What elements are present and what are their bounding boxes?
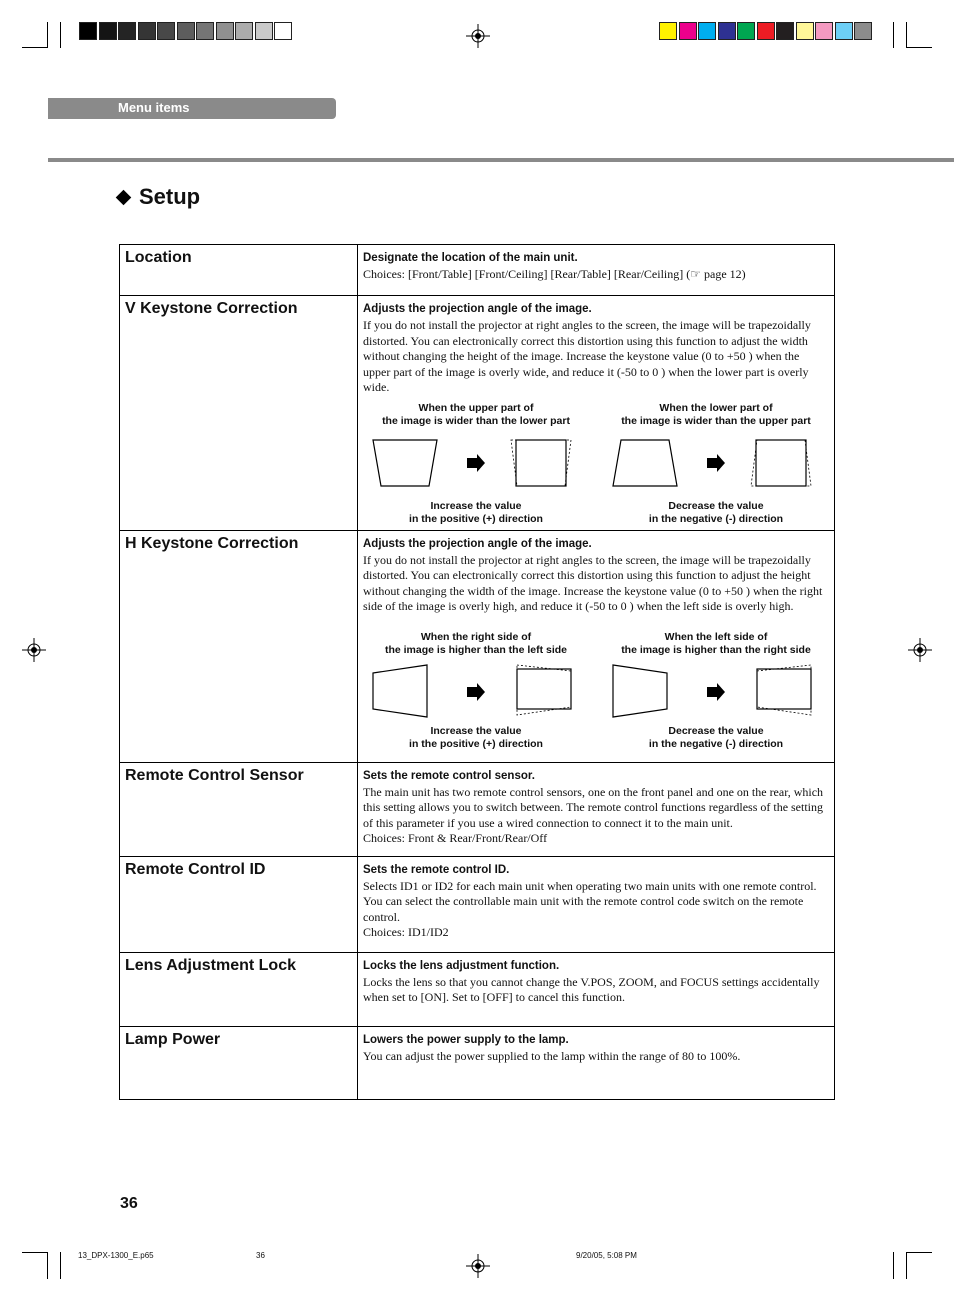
table-row: [120, 245, 835, 296]
color-swatch: [796, 22, 814, 40]
description-heading: Adjusts the projection angle of the image.: [363, 537, 592, 550]
description-heading: Sets the remote control ID.: [363, 863, 510, 876]
caption-line: the image is wider than the lower part: [382, 414, 570, 427]
color-swatch: [659, 22, 677, 40]
description-text: If you do not install the projector at right angles to the screen, the image will be trapezoidally distorted. You can electronically correct this distortion using this function to adjust the height without changing the width of the image. Increase the keystone value (0 to +50 ) when the right side of the image is overly high, and reduce it (-50 to 0 ) when the left side is overly high.: [363, 552, 823, 613]
caption-line: in the positive (+) direction: [409, 512, 543, 525]
description-heading: Locks the lens adjustment function.: [363, 959, 560, 972]
color-swatch: [854, 22, 872, 40]
caption-line: in the negative (-) direction: [648, 512, 784, 525]
caption-line: When the lower part of: [659, 401, 773, 414]
illustration-decrease: [603, 402, 829, 526]
illustration-increase: [363, 402, 589, 526]
caption-line: Decrease the value: [668, 499, 764, 512]
setting-description: [358, 762, 835, 856]
caption-line: Increase the value: [430, 724, 522, 737]
table-row: [120, 856, 835, 952]
crop-mark: [906, 1252, 907, 1279]
caption-line: Decrease the value: [668, 724, 764, 737]
crop-mark: [60, 1252, 61, 1279]
settings-table: [119, 244, 835, 1100]
setting-name: H Keystone Correction: [120, 530, 358, 762]
color-swatch: [235, 22, 253, 40]
title-text: Setup: [139, 184, 201, 209]
setting-description: [358, 856, 835, 952]
section-header: [48, 98, 336, 119]
illustration-row: [363, 631, 829, 751]
illustration-increase: [363, 631, 589, 751]
table-row: [120, 762, 835, 856]
caption-line: When the left side of: [664, 630, 768, 643]
caption-line: When the right side of: [420, 630, 532, 643]
crop-mark: [906, 22, 907, 48]
color-swatch: [776, 22, 794, 40]
table-row: [120, 296, 835, 531]
footer-page: 36: [256, 1251, 265, 1260]
footer-file: 13_DPX-1300_E.p65: [78, 1251, 154, 1260]
crop-mark: [22, 47, 48, 48]
color-swatch: [99, 22, 117, 40]
description-text: Locks the lens so that you cannot change the V.POS, ZOOM, and FOCUS settings accidentally when set to [ON]. Set to [OFF] to cancel this function.: [363, 974, 820, 1004]
setting-description: [358, 1026, 835, 1099]
setting-description: [358, 296, 835, 531]
color-swatch: [815, 22, 833, 40]
keystone-diagram-icon: [611, 663, 821, 719]
caption-line: When the upper part of: [418, 401, 534, 414]
caption-line: the image is higher than the left side: [384, 643, 568, 656]
crop-mark: [22, 1252, 48, 1253]
color-swatch: [757, 22, 775, 40]
description-text: You can adjust the power supplied to the lamp within the range of 80 to 100%.: [363, 1048, 741, 1063]
choices-text: Choices: Front & Rear/Front/Rear/Off: [363, 831, 548, 845]
setting-name: Remote Control Sensor: [120, 762, 358, 856]
divider: [48, 158, 954, 162]
caption-line: in the negative (-) direction: [648, 737, 784, 750]
description-text: The main unit has two remote control sensors, one on the front panel and one on the rear, which this setting allows you to switch between. The remote control functions regardless of the setting of this parameter if you use a wired connection to connect it to the main unit.: [363, 784, 824, 830]
description-heading: Designate the location of the main unit.: [363, 252, 578, 264]
color-swatch: [118, 22, 136, 40]
color-swatch: [835, 22, 853, 40]
table-row: [120, 952, 835, 1026]
description-text: Selects ID1 or ID2 for each main unit when operating two main units with one remote control. You can select the controllable main unit with the remote control code switch on the remote control.: [363, 878, 817, 924]
crop-mark: [893, 1252, 894, 1279]
color-swatch: [138, 22, 156, 40]
table-row: [120, 1026, 835, 1099]
setting-name: Lamp Power: [120, 1026, 358, 1099]
page-title: [118, 184, 200, 210]
caption-line: Increase the value: [430, 499, 522, 512]
color-swatch: [255, 22, 273, 40]
color-swatch: [698, 22, 716, 40]
registration-mark-icon: [466, 1254, 490, 1278]
setting-description: [358, 245, 835, 296]
diamond-bullet-icon: [116, 189, 132, 205]
color-swatch: [177, 22, 195, 40]
crop-mark: [906, 47, 932, 48]
section-label: Menu items: [118, 100, 190, 115]
color-swatch: [79, 22, 97, 40]
setting-name: V Keystone Correction: [120, 296, 358, 531]
keystone-diagram-icon: [371, 663, 581, 719]
table-row: [120, 530, 835, 762]
registration-mark-icon: [466, 24, 490, 48]
description-text: Choices: [Front/Table] [Front/Ceiling] [Rear/Table] [Rear/Ceiling] (☞ page 12): [363, 267, 746, 281]
illustration-row: [363, 402, 829, 526]
color-swatch: [216, 22, 234, 40]
color-swatch: [196, 22, 214, 40]
description-heading: Lowers the power supply to the lamp.: [363, 1033, 569, 1046]
choices-text: Choices: ID1/ID2: [363, 925, 449, 939]
setting-description: [358, 952, 835, 1026]
illustration-decrease: [603, 631, 829, 751]
crop-mark: [906, 1252, 932, 1253]
crop-mark: [47, 22, 48, 48]
setting-name: Location: [120, 245, 358, 296]
setting-description: [358, 530, 835, 762]
setting-name: Remote Control ID: [120, 856, 358, 952]
crop-mark: [60, 22, 61, 48]
description-heading: Adjusts the projection angle of the image.: [363, 303, 592, 315]
color-swatch: [157, 22, 175, 40]
registration-mark-icon: [908, 638, 932, 662]
keystone-diagram-icon: [611, 434, 821, 494]
crop-mark: [893, 22, 894, 48]
page-number: 36: [120, 1195, 138, 1212]
setting-name: Lens Adjustment Lock: [120, 952, 358, 1026]
keystone-diagram-icon: [371, 434, 581, 494]
color-swatch: [737, 22, 755, 40]
caption-line: the image is higher than the right side: [621, 643, 811, 656]
color-swatch: [718, 22, 736, 40]
description-text: If you do not install the projector at right angles to the screen, the image will be trapezoidally distorted. You can electronically correct this distortion using this function to adjust the width without changing the height of the image. Increase the keystone value (0 to +50 ) when the upper part of the image is overly wide, and reduce it (-50 to 0 ) when the lower part is overly wide.: [363, 318, 811, 394]
caption-line: in the positive (+) direction: [409, 737, 543, 750]
crop-mark: [47, 1252, 48, 1279]
caption-line: the image is wider than the upper part: [621, 414, 811, 427]
color-swatch: [679, 22, 697, 40]
color-swatch: [274, 22, 292, 40]
footer-date: 9/20/05, 5:08 PM: [576, 1251, 637, 1260]
description-heading: Sets the remote control sensor.: [363, 769, 535, 782]
registration-mark-icon: [22, 638, 46, 662]
